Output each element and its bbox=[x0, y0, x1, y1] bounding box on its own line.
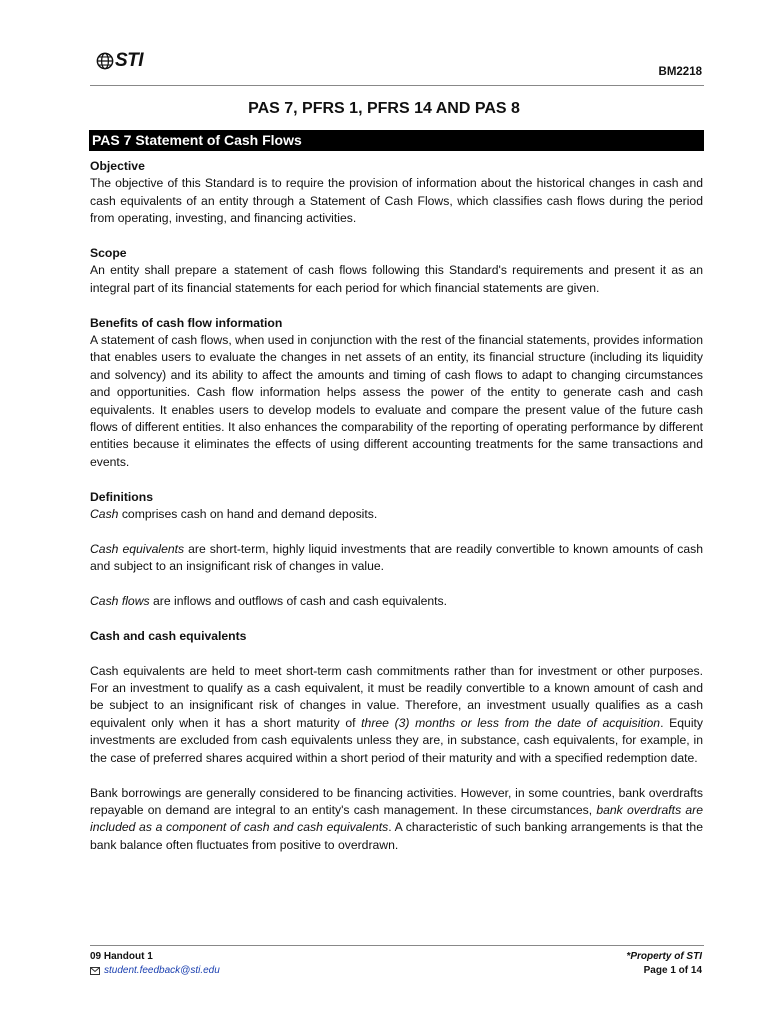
text-run: . Equity investments are excluded from cash equivalents unless they are, in substance, cash equivalents, for example, in the case of preferred shares acquired within a short period of their maturity and with a specified redemption date. bbox=[90, 715, 704, 765]
cash-equivalents-paragraph-2 bbox=[90, 785, 703, 855]
handout-label: 09 Handout 1 bbox=[90, 951, 153, 962]
document-body bbox=[90, 158, 703, 872]
cash-equivalents-paragraph-1 bbox=[90, 663, 703, 767]
text-run: Bank borrowings are generally considered to be financing activities. However, in some countries, bank overdrafts repayable on demand are integral to an entity's cash management. In these circumstances, bbox=[90, 785, 703, 817]
text-run: Cash equivalents are held to meet short-term cash commitments rather than for investment or other purposes. For an investment to qualify as a cash equivalent, it must be readily convertible to a known amount of cash and be subject to an insignificant risk of changes in value. Therefore, an investment usually qualifies as a cash equivalent only when it has a short maturity of bbox=[90, 663, 703, 730]
definition-cash bbox=[90, 506, 703, 523]
footer-right bbox=[626, 950, 702, 978]
definition-cash-equivalents-text: are short-term, highly liquid investments that are readily convertible to known amounts of cash and subject to an insignificant risk of changes in value. bbox=[90, 541, 703, 574]
document-code: BM2218 bbox=[658, 66, 702, 78]
definition-cash-text: comprises cash on hand and demand deposits. bbox=[118, 507, 378, 522]
page-number: Page 1 of 14 bbox=[643, 965, 702, 976]
objective-text: The objective of this Standard is to require the provision of information about the historical changes in cash and cash equivalents of an entity through a Statement of Cash Flows, which classifies cash flows during the period from operating, investing, and financing activities. bbox=[90, 176, 703, 226]
property-notice: *Property of STI bbox=[626, 951, 702, 962]
cash-equivalents-heading: Cash and cash equivalents bbox=[90, 628, 247, 643]
footer-divider bbox=[90, 945, 704, 946]
emphasis-maturity: three (3) months or less from the date of acquisition bbox=[361, 715, 661, 730]
text-run: . A characteristic of such banking arrangements is that the bank balance often fluctuates from positive to overdrawn. bbox=[90, 820, 703, 852]
feedback-email[interactable]: student.feedback@sti.edu bbox=[104, 965, 220, 976]
feedback-email-link[interactable] bbox=[90, 964, 220, 978]
header-divider bbox=[90, 85, 704, 86]
term-cash-flows: Cash flows bbox=[90, 594, 150, 609]
page-title: PAS 7, PFRS 1, PFRS 14 AND PAS 8 bbox=[248, 100, 520, 117]
mail-icon bbox=[90, 967, 100, 975]
emphasis-overdrafts: bank overdrafts are included as a component of cash and cash equivalents bbox=[90, 802, 703, 835]
globe-icon bbox=[96, 52, 114, 70]
objective-heading: Objective bbox=[90, 159, 145, 173]
term-cash: Cash bbox=[90, 507, 119, 522]
definition-cash-flows-text: are inflows and outflows of cash and cash equivalents. bbox=[149, 594, 448, 609]
benefits-heading: Benefits of cash flow information bbox=[90, 315, 283, 330]
section-title-bar: PAS 7 Statement of Cash Flows bbox=[89, 130, 704, 151]
sti-logo bbox=[96, 50, 143, 72]
benefits-text: A statement of cash flows, when used in conjunction with the rest of the financial statements, provides information that enables users to evaluate the changes in net assets of an entity, its financial structure (including its liquidity and solvency) and its ability to affect the amounts and timing of cash flows to adapt to changing circumstances and opportunities. Cash flow information helps assess the power of the entity to generate cash and cash equivalents. It enables users to develop models to evaluate and compare the present value of the future cash flows of different entities. It also enhances the comparability of the reporting of operating performance by different entities because it eliminates the effects of using different accounting treatments for the same transactions and events. bbox=[90, 333, 703, 469]
definition-cash-equivalents bbox=[90, 541, 703, 576]
scope-text: An entity shall prepare a statement of cash flows following this Standard's requirements and present it as an integral part of its financial statements for each period for which financial statements are given. bbox=[90, 263, 703, 295]
logo-text: STI bbox=[115, 50, 144, 71]
definition-cash-flows bbox=[90, 593, 703, 610]
definitions-heading: Definitions bbox=[90, 489, 153, 504]
term-cash-equivalents: Cash equivalents bbox=[90, 541, 185, 556]
footer-left bbox=[90, 950, 220, 978]
scope-heading: Scope bbox=[90, 246, 127, 261]
